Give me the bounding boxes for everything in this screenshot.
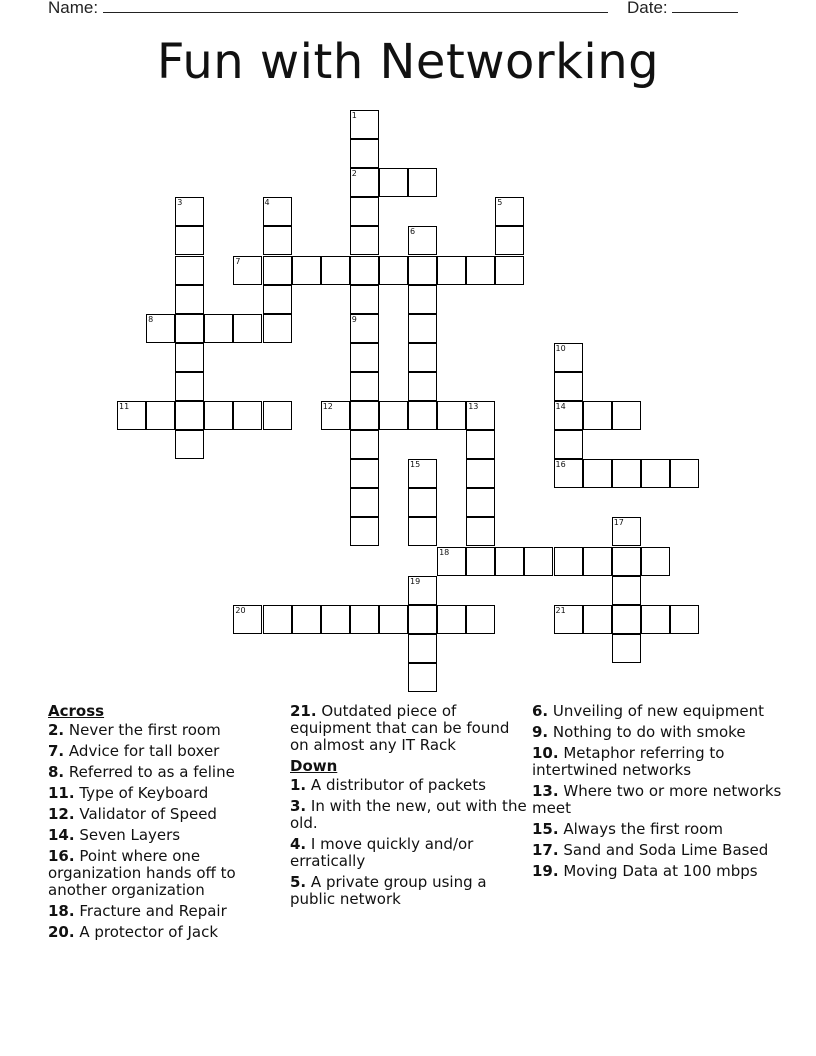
grid-cell[interactable] [495, 256, 524, 285]
clue-number-label: 13. [532, 782, 559, 800]
clue-item [290, 777, 528, 794]
grid-cell[interactable] [379, 168, 408, 197]
clue-number: 5 [497, 198, 503, 208]
grid-cell[interactable] [350, 488, 379, 517]
clue-number-label: 2. [48, 721, 65, 739]
clue-item [48, 827, 283, 844]
grid-cell[interactable] [408, 488, 437, 517]
clue-number-label: 21. [290, 702, 317, 720]
grid-cell[interactable] [670, 605, 699, 634]
across-heading: Across [48, 702, 105, 720]
clue-number: 3 [177, 198, 183, 208]
clue-text: Metaphor referring to intertwined networks [532, 744, 725, 779]
clue-item [48, 764, 283, 781]
clue-number-label: 6. [532, 702, 549, 720]
grid-cell[interactable] [495, 197, 524, 226]
clue-text: Unveiling of new equipment [552, 702, 764, 720]
grid-cell[interactable] [408, 226, 437, 255]
grid-cell[interactable] [437, 401, 466, 430]
clue-column-1 [48, 703, 283, 945]
clue-item [48, 722, 283, 739]
grid-cell[interactable] [612, 634, 641, 663]
grid-cell[interactable] [670, 459, 699, 488]
clue-number-label: 19. [532, 862, 559, 880]
clue-item [290, 798, 528, 832]
grid-cell[interactable] [408, 517, 437, 546]
clue-number: 9 [351, 314, 357, 324]
grid-cell[interactable] [408, 605, 437, 634]
clue-number-label: 5. [290, 873, 307, 891]
clue-number: 15 [410, 460, 421, 470]
grid-cell[interactable] [175, 430, 204, 459]
clue-text: Nothing to do with smoke [552, 723, 746, 741]
clue-item [290, 836, 528, 870]
clue-number-label: 12. [48, 805, 75, 823]
grid-cell[interactable] [408, 256, 437, 285]
clue-number-label: 7. [48, 742, 65, 760]
clue-item [48, 743, 283, 760]
clue-number-label: 17. [532, 841, 559, 859]
grid-cell[interactable] [466, 256, 495, 285]
grid-cell[interactable] [408, 343, 437, 372]
grid-cell[interactable] [175, 256, 204, 285]
grid-cell[interactable] [379, 401, 408, 430]
grid-cell[interactable] [495, 547, 524, 576]
clue-number-label: 9. [532, 723, 549, 741]
clue-item [290, 703, 528, 754]
grid-cell[interactable] [350, 605, 379, 634]
clue-number-label: 16. [48, 847, 75, 865]
clue-item [532, 745, 782, 779]
grid-cell[interactable] [350, 197, 379, 226]
clue-number: 21 [555, 605, 566, 615]
clue-number-label: 10. [532, 744, 559, 762]
grid-cell[interactable] [641, 605, 670, 634]
clue-item [48, 848, 283, 899]
grid-cell[interactable] [612, 605, 641, 634]
grid-cell[interactable] [466, 488, 495, 517]
grid-cell[interactable] [263, 226, 292, 255]
grid-cell[interactable] [583, 459, 612, 488]
grid-cell[interactable] [554, 547, 583, 576]
grid-cell[interactable] [350, 401, 379, 430]
grid-cell[interactable] [350, 372, 379, 401]
puzzle-title: Fun with Networking [156, 34, 660, 90]
grid-cell[interactable] [495, 226, 524, 255]
grid-cell[interactable] [408, 459, 437, 488]
grid-cell[interactable] [554, 459, 583, 488]
clue-item [532, 703, 782, 720]
grid-cell[interactable] [466, 547, 495, 576]
grid-cell[interactable] [292, 605, 321, 634]
grid-cell[interactable] [263, 401, 292, 430]
clue-column-2 [290, 703, 528, 912]
name-label: Name: [48, 0, 99, 17]
grid-cell[interactable] [583, 605, 612, 634]
grid-cell[interactable] [408, 285, 437, 314]
grid-cell[interactable] [466, 517, 495, 546]
grid-cell[interactable] [175, 401, 204, 430]
clue-text: Fracture and Repair [79, 902, 227, 920]
clue-item [532, 863, 782, 880]
grid-cell[interactable] [466, 459, 495, 488]
grid-cell[interactable] [612, 547, 641, 576]
grid-cell[interactable] [146, 401, 175, 430]
clue-number: 16 [555, 460, 566, 470]
grid-cell[interactable] [175, 314, 204, 343]
grid-cell[interactable] [379, 256, 408, 285]
grid-cell[interactable] [350, 139, 379, 168]
grid-cell[interactable] [466, 401, 495, 430]
clue-number-label: 18. [48, 902, 75, 920]
grid-cell[interactable] [437, 605, 466, 634]
clue-text: A protector of Jack [79, 923, 219, 941]
grid-cell[interactable] [117, 401, 146, 430]
date-label: Date: [627, 0, 668, 17]
grid-cell[interactable] [408, 372, 437, 401]
clue-number: 2 [351, 169, 357, 179]
clue-number-label: 4. [290, 835, 307, 853]
grid-cell[interactable] [350, 314, 379, 343]
grid-cell[interactable] [263, 605, 292, 634]
clue-text: A distributor of packets [310, 776, 486, 794]
grid-cell[interactable] [524, 547, 553, 576]
grid-cell[interactable] [612, 517, 641, 546]
clue-text: Referred to as a feline [68, 763, 235, 781]
grid-cell[interactable] [641, 547, 670, 576]
grid-cell[interactable] [350, 430, 379, 459]
grid-cell[interactable] [583, 401, 612, 430]
clue-text: Advice for tall boxer [68, 742, 220, 760]
clue-number: 4 [264, 198, 270, 208]
grid-cell[interactable] [641, 459, 670, 488]
grid-cell[interactable] [466, 430, 495, 459]
clue-item [290, 874, 528, 908]
grid-cell[interactable] [175, 372, 204, 401]
clue-number: 12 [322, 402, 333, 411]
clue-text: Outdated piece of equipment that can be found on almost any IT Rack [290, 702, 510, 754]
grid-cell[interactable] [554, 430, 583, 459]
grid-cell[interactable] [437, 547, 466, 576]
clue-item [48, 785, 283, 802]
grid-cell[interactable] [350, 168, 379, 197]
clue-item [532, 842, 782, 859]
grid-cell[interactable] [321, 605, 350, 634]
clue-number-label: 20. [48, 923, 75, 941]
grid-cell[interactable] [408, 168, 437, 197]
clue-number-label: 3. [290, 797, 307, 815]
clue-text: Never the first room [68, 721, 221, 739]
grid-cell[interactable] [292, 256, 321, 285]
clue-text: Moving Data at 100 mbps [563, 862, 758, 880]
grid-cell[interactable] [350, 517, 379, 546]
clue-number-label: 11. [48, 784, 75, 802]
clue-text: I move quickly and/or erratically [290, 835, 474, 870]
grid-cell[interactable] [321, 256, 350, 285]
clue-number: 14 [555, 402, 566, 411]
clue-text: A private group using a public network [290, 873, 487, 908]
clue-number-label: 14. [48, 826, 75, 844]
grid-cell[interactable] [233, 401, 262, 430]
clue-number: 18 [439, 547, 450, 557]
grid-cell[interactable] [408, 314, 437, 343]
clue-number: 8 [148, 314, 154, 324]
clue-number: 20 [235, 605, 246, 615]
grid-cell[interactable] [321, 401, 350, 430]
clue-column-3 [532, 703, 782, 884]
grid-cell[interactable] [408, 576, 437, 605]
grid-cell[interactable] [175, 343, 204, 372]
down-heading: Down [290, 757, 338, 775]
grid-cell[interactable] [263, 256, 292, 285]
grid-cell[interactable] [408, 634, 437, 663]
grid-cell[interactable] [554, 401, 583, 430]
clue-number: 19 [410, 576, 421, 586]
clue-text: Point where one organization hands off to another organization [48, 847, 236, 899]
clue-number: 10 [555, 343, 566, 353]
grid-cell[interactable] [350, 226, 379, 255]
clue-text: Validator of Speed [79, 805, 217, 823]
grid-cell[interactable] [554, 343, 583, 372]
clue-number: 7 [235, 256, 241, 266]
grid-cell[interactable] [175, 197, 204, 226]
grid-cell[interactable] [233, 314, 262, 343]
clue-number: 13 [468, 402, 479, 411]
clue-text: Always the first room [563, 820, 723, 838]
clue-item [48, 903, 283, 920]
grid-cell[interactable] [350, 285, 379, 314]
grid-cell[interactable] [204, 314, 233, 343]
grid-cell[interactable] [233, 605, 262, 634]
clue-item [48, 806, 283, 823]
clue-text: In with the new, out with the old. [290, 797, 527, 832]
clue-item [48, 924, 283, 941]
grid-cell[interactable] [263, 285, 292, 314]
grid-cell[interactable] [612, 576, 641, 605]
grid-cell[interactable] [146, 314, 175, 343]
grid-cell[interactable] [612, 459, 641, 488]
grid-cell[interactable] [408, 663, 437, 692]
clue-number: 11 [119, 402, 130, 411]
grid-cell[interactable] [263, 314, 292, 343]
grid-cell[interactable] [437, 256, 466, 285]
clue-item [532, 821, 782, 838]
clue-text: Sand and Soda Lime Based [563, 841, 769, 859]
clue-text: Seven Layers [79, 826, 181, 844]
grid-cell[interactable] [612, 401, 641, 430]
grid-cell[interactable] [554, 372, 583, 401]
clue-number: 6 [410, 227, 416, 237]
clue-number-label: 15. [532, 820, 559, 838]
grid-cell[interactable] [583, 547, 612, 576]
clue-number-label: 8. [48, 763, 65, 781]
grid-cell[interactable] [350, 110, 379, 139]
grid-cell[interactable] [350, 343, 379, 372]
clue-item [532, 783, 782, 817]
clue-number: 17 [613, 518, 624, 528]
clue-text: Type of Keyboard [79, 784, 209, 802]
grid-cell[interactable] [204, 401, 233, 430]
grid-cell[interactable] [554, 605, 583, 634]
grid-cell[interactable] [233, 256, 262, 285]
grid-cell[interactable] [466, 605, 495, 634]
grid-cell[interactable] [350, 459, 379, 488]
grid-cell[interactable] [175, 285, 204, 314]
grid-cell[interactable] [175, 226, 204, 255]
grid-cell[interactable] [350, 256, 379, 285]
grid-cell[interactable] [379, 605, 408, 634]
grid-cell[interactable] [408, 401, 437, 430]
clue-number-label: 1. [290, 776, 307, 794]
clue-item [532, 724, 782, 741]
grid-cell[interactable] [263, 197, 292, 226]
clue-text: Where two or more networks meet [532, 782, 782, 817]
clue-number: 1 [351, 111, 357, 120]
